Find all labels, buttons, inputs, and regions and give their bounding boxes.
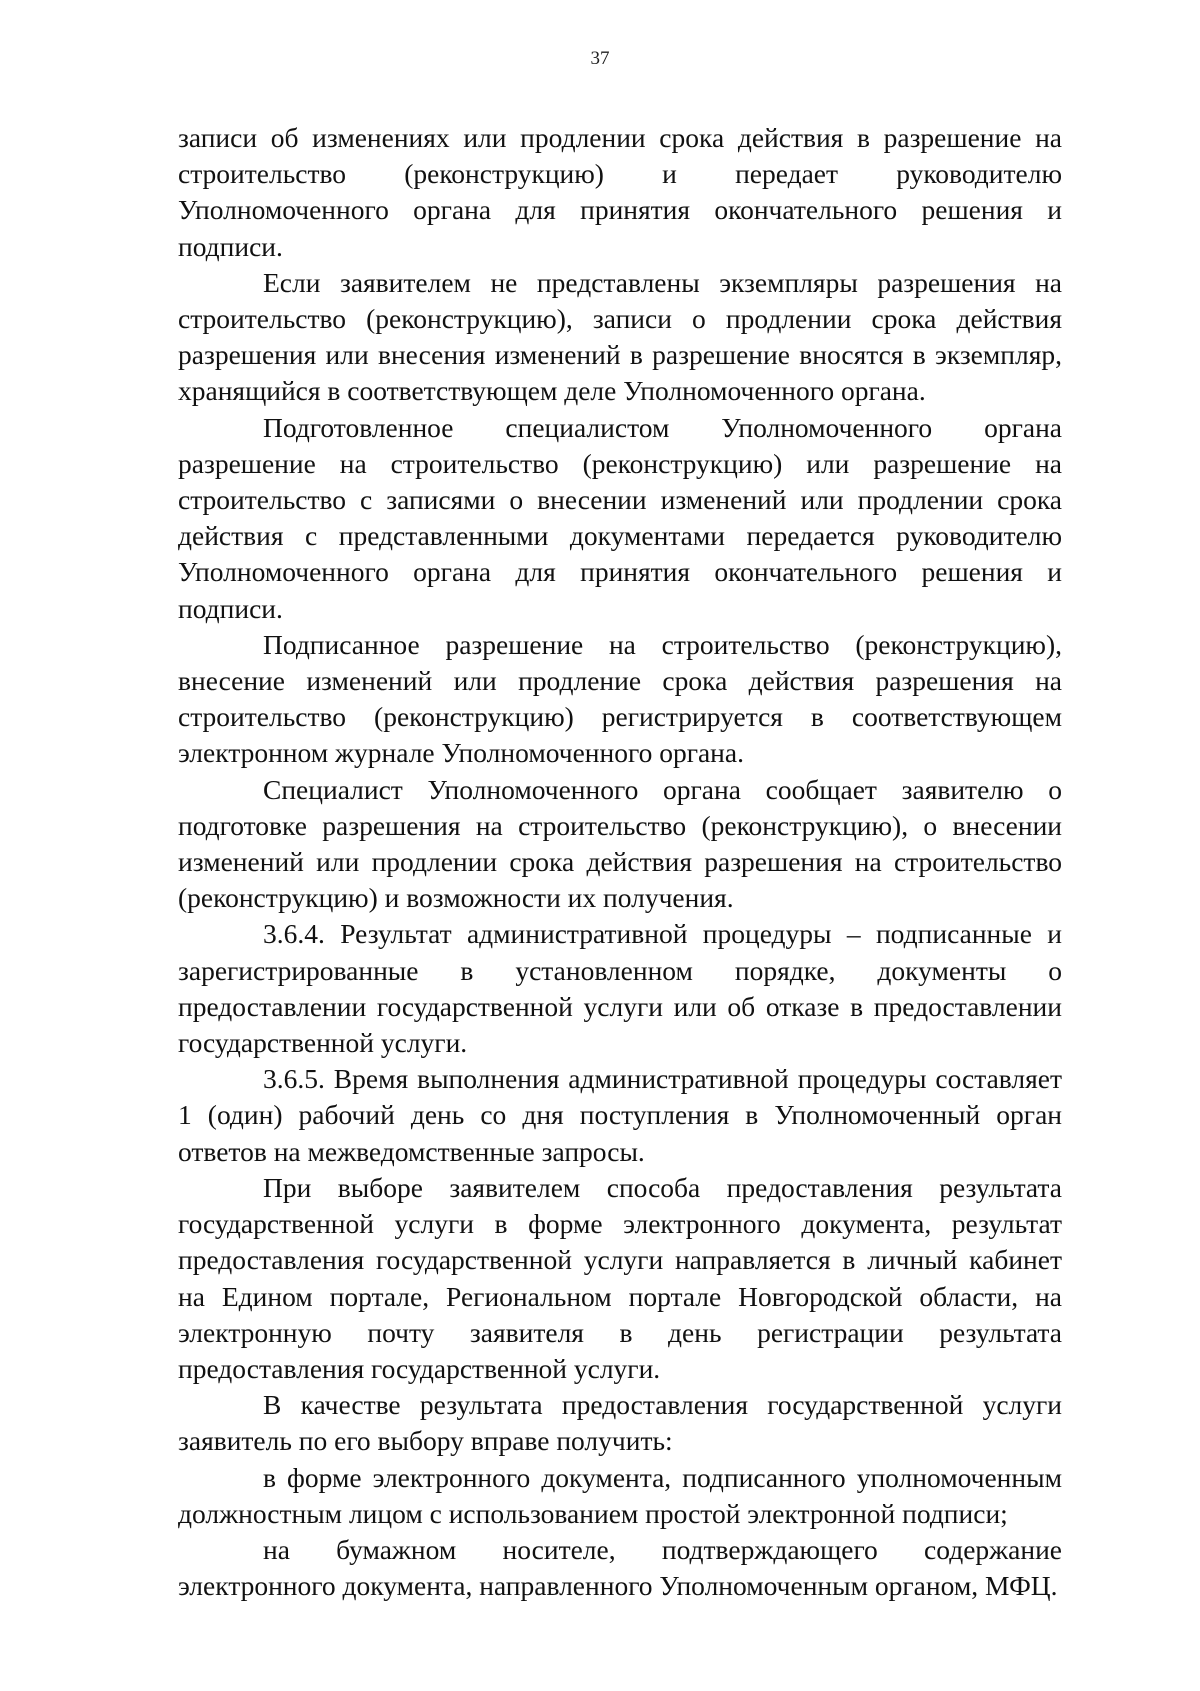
- paragraph: Если заявителем не представлены экземпляры разрешения на строительство (реконструкцию), записи о продлении срока действия разрешения или внесения изменений в разрешение вносятся в экземпляр, хранящийся в соответствующем деле Уполномоченного органа.: [178, 266, 1062, 407]
- page-number: 37: [590, 48, 610, 69]
- paragraph: Специалист Уполномоченного органа сообщает заявителю о подготовке разрешения на строительство (реконструкцию), о внесении изменений или продлении срока действия разрешения на строительство (реконструкцию) и возможности их получения.: [178, 773, 1062, 914]
- paragraph-3-6-5: 3.6.5. Время выполнения административной процедуры составляет 1 (один) рабочий день со дня поступления в Уполномоченный орган ответов на межведомственные запросы.: [178, 1063, 1062, 1167]
- paragraph-3-6-4: 3.6.4. Результат административной процедуры – подписанные и зарегистрированные в установленном порядке, документы о предоставлении государственной услуги или об отказе в предоставлении государственной услуги.: [178, 918, 1062, 1059]
- paragraph: При выборе заявителем способа предоставления результата государственной услуги в форме электронного документа, результат предоставления государственной услуги направляется в личный кабинет на Едином портале, Региональном портале Новгородской области, на электронную почту заявителя в день регистрации результата предоставления государственной услуги.: [178, 1171, 1062, 1384]
- paragraph: В качестве результата предоставления государственной услуги заявитель по его выбору вправе получить:: [178, 1389, 1062, 1457]
- list-item-paper: на бумажном носителе, подтверждающего содержание электронного документа, направленного Уполномоченным органом, МФЦ.: [178, 1533, 1062, 1602]
- paragraph: Подготовленное специалистом Уполномоченного органа разрешение на строительство (реконструкцию) или разрешение на строительство с записями о внесении изменений или продлении срока действия с представленными документами передается руководителю Уполномоченного органа для принятия окончательного решения и подписи.: [178, 411, 1062, 624]
- list-item-electronic: в форме электронного документа, подписанного уполномоченным должностным лицом с использованием простой электронной подписи;: [178, 1461, 1062, 1529]
- paragraph: Подписанное разрешение на строительство (реконструкцию), внесение изменений или продление срока действия разрешения на строительство (реконструкцию) регистрируется в соответствующем электронном журнале Уполномоченного органа.: [178, 628, 1062, 769]
- paragraph-continuation: записи об изменениях или продлении срока действия в разрешение на строительство (реконструкцию) и передает руководителю Уполномоченного органа для принятия окончательного решения и подписи.: [178, 122, 1062, 262]
- document-body: [178, 120, 1062, 1604]
